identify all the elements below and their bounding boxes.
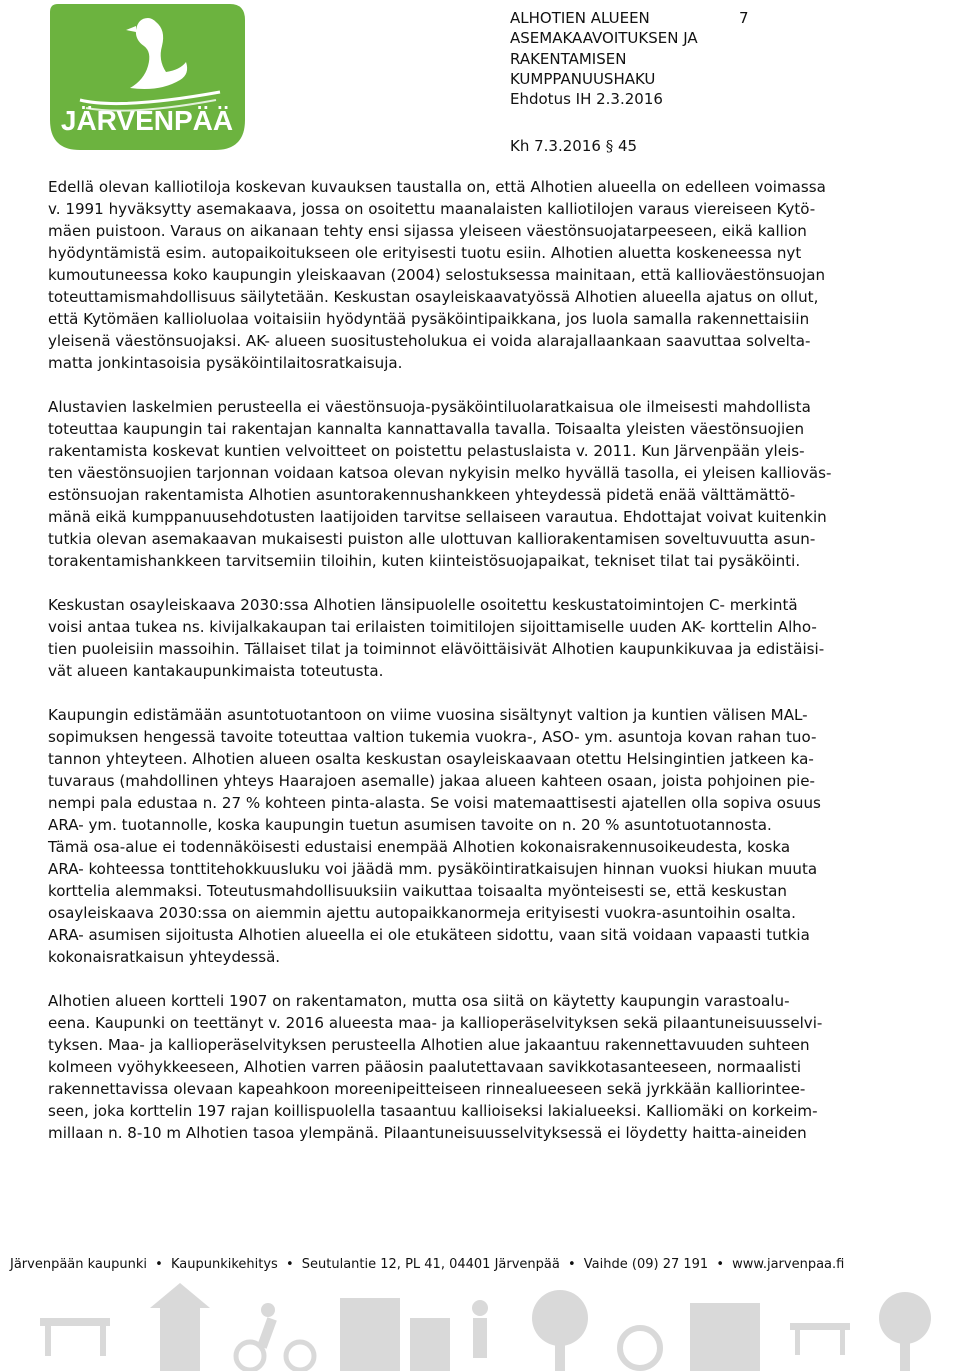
text-line: että Kytömäen kallioluolaa voitaisiin hyödyntää pysäköintipaikkana, jos luola samalla rakennettaisiin [48,310,810,328]
text-line: kumoutuneessa koko kaupungin yleiskaavan (2004) selostuksessa mainitaan, että kallioväestönsuojan [48,266,826,284]
text-line: seen, joka korttelin 197 rajan koillispuolella tasaantuu kallioiseksi lakialueeksi. Kalliomäki on korkeim- [48,1102,818,1120]
bullet-separator: • [285,1257,294,1272]
text-line: tuvaraus (mahdollinen yhteys Haarajoen asemalle) jakaa alueen kahteen osaan, joista pohjoinen pie- [48,772,816,790]
text-line: Kaupungin edistämään asuntotuotantoon on viime vuosina sisältynyt valtion ja kuntien välisen MAL- [48,706,808,724]
footer-website[interactable]: www.jarvenpaa.fi [732,1257,845,1272]
text-line: nempi pala edustaa n. 27 % kohteen pinta-alasta. Se voisi matemaattisesti ajatellen olla sopiva osuus [48,794,821,812]
text-line: kokonaisratkaisun yhteydessä. [48,948,281,966]
meeting-reference [510,136,637,156]
text-line: v. 1991 hyväksytty asemakaava, jossa on osoitettu maanalaisten kalliotilojen varaus viereiseen Kytö- [48,200,816,218]
text-line: rakentamista koskevat kuntien velvoitteet on poistettu pelastuslaista v. 2011. Kun Järvenpään yleis- [48,442,805,460]
section-number: 45 [617,137,638,155]
bullet-separator: • [716,1257,724,1272]
footer-contact [0,1256,960,1274]
text-line: estönsuojan rakentamista Alhotien asuntorakennushankkeen yhteydessä pidetä enää välttämättö- [48,486,796,504]
city-logo [40,0,255,156]
text-line: ARA- ym. tuotannolle, koska kaupungin tuetun asumisen tavoite on n. 20 % asuntotuotannosta. [48,816,772,834]
text-line: tannon yhteyteen. Alhotien alueen osalta keskustan osayleiskaavaan otettu Helsingintien jatkeen ka- [48,750,814,768]
text-line: Keskustan osayleiskaava 2030:ssa Alhotien länsipuolelle osoitettu keskustatoimintojen C- merkintä [48,596,798,614]
text-line: tien puoleisiin massoihin. Tällaiset tilat ja toiminnot elävöittäisivät Alhotien kaupunkikuvaa ja edistäisi- [48,640,825,658]
text-line: mäen puistoon. Varaus on aikanaan tehty ensi sijassa yleiseen väestönsuojatarpeeseen, eikä kallion [48,222,807,240]
text-line: vät alueen kantakaupunkimaista toteutusta. [48,662,384,680]
footer-phone: Vaihde (09) 27 191 [583,1257,709,1272]
paragraph [48,704,928,968]
paragraph [48,594,928,682]
footer-org: Järvenpään kaupunki [10,1257,148,1272]
text-line: Alhotien alueen kortteli 1907 on rakentamaton, mutta osa siitä on käytetty kaupungin varastoalu- [48,992,790,1010]
text-line: matta jonkintasoisia pysäköintilaitosratkaisuja. [48,354,403,372]
header-line: ASEMAKAAVOITUKSEN JA [510,29,698,48]
section-sign: § [605,137,614,155]
text-line: voisi antaa tukea ns. kivijalkakaupan tai erilaisten toimitilojen sijoittamiselle uuden AK- korttelin Alho- [48,618,817,636]
swan-emblem-icon [40,0,255,156]
footer-decoration [0,1278,960,1371]
header-line: RAKENTAMISEN [510,49,627,68]
text-line: Edellä olevan kalliotiloja koskevan kuvauksen taustalla on, että Alhotien alueella on edelleen voimassa [48,178,826,196]
text-line: ten väestönsuojien tarjonnan voidaan katsoa olevan nykyisin melko hyvällä tasolla, ei yleisen kallioväs- [48,464,832,482]
text-line: eena. Kaupunki on teettänyt v. 2016 alueesta maa- ja kallioperäselvityksen sekä pilaantuneisuusselvi- [48,1014,823,1032]
header-line: ALHOTIEN ALUEEN [510,9,650,27]
footer-address: Seutulantie 12, PL 41, 04401 Järvenpää [301,1257,560,1272]
header-line: KUMPPANUUSHAKU [510,69,656,88]
logo-text: JÄRVENPÄÄ [60,105,234,136]
text-line: korttelia alemmaksi. Toteutusmahdollisuuksiin vaikuttaa toisaalta myönteisesti se, että keskustan [48,882,787,900]
bullet-separator: • [155,1257,163,1272]
text-line: tutkia olevan asemakaavan mukaisesti puiston alle ulottuvan kalliorakentamisen soveltuvuutta asun- [48,530,816,548]
text-line: toteuttamismahdollisuus säilytetään. Keskustan osayleiskaavatyössä Alhotien alueella ajatus on ollut, [48,288,819,306]
text-line: ARA- kohteessa tonttitehokkuusluku voi jäädä mm. pysäköintiratkaisujen hinnan vuoksi hiukan muuta [48,860,818,878]
text-line: millaan n. 8-10 m Alhotien tasoa ylempänä. Pilaantuneisuusselvityksessä ei löydetty haitta-aineiden [48,1124,807,1142]
paragraph [48,176,928,374]
footer-dept: Kaupunkikehitys [170,1257,278,1272]
text-line: torakentamishankkeen tarvitsemiin tiloihin, kuten kiinteistösuojapaikat, tekniset tilat tai pysäköinti. [48,552,801,570]
text-line: toteuttaa kaupungin tai rakentajan kannalta kannattavalla tavalla. Toisaalta yleisten väestönsuojien [48,420,805,438]
text-line: Alustavien laskelmien perusteella ei väestönsuoja-pysäköintiluolaratkaisua ole ilmeisesti mahdollista [48,398,811,416]
text-line: sopimuksen hengessä tavoite toteuttaa valtion tukemia vuokra-, ASO- ym. asuntoja kovan rahan tuo- [48,728,817,746]
bullet-separator: • [567,1257,576,1272]
paragraph [48,990,928,1144]
text-line: Tämä osa-alue ei todennäköisesti edustaisi enempää Alhotien kokonaisrakennusoikeudesta, koska [48,838,791,856]
document-header [510,8,930,109]
header-line: Ehdotus IH 2.3.2016 [510,90,663,109]
text-line: osayleiskaava 2030:ssa on aiemmin ajettu autopaikkanormeja erityisesti vuokra-asuntoihin osalta. [48,904,796,922]
meeting-date: Kh 7.3.2016 [510,137,601,155]
text-line: yleisenä väestönsuojaksi. AK- alueen suositusteholukua ei voida alarajallaankaan saavuttaa solveltа- [48,332,811,350]
text-line: rakennettavissa olevaan kapeahkoon moreenipeitteiseen rinnealueeseen sekä jyrkkään kalliorintee- [48,1080,806,1098]
document-body [48,176,928,1144]
page-number: 7 [739,9,749,27]
paragraph [48,396,928,572]
text-line: mänä eikä kumppanuusehdotusten laatijoiden tarvitse sellaiseen varautua. Ehdottajat voivat kuitenkin [48,508,827,526]
city-silhouette-icon [0,1278,960,1371]
text-line: tyksen. Maa- ja kallioperäselvityksen perusteella Alhotien alue jakaantuu rakennettavuuden suhteen [48,1036,810,1054]
text-line: kolmeen vyöhykkeeseen, Alhotien varren pääosin paalutettavaan savikkotasanteeseen, normaalisti [48,1058,802,1076]
text-line: ARA- asumisen sijoitusta Alhotien alueella ei ole etukäteen sidottu, vaan sitä voidaan vapaasti tutkia [48,926,810,944]
text-line: hyödyntämistä esim. autopaikoitukseen ole erityisesti tuotu esiin. Alhotien aluetta koskeneessa nyt [48,244,802,262]
